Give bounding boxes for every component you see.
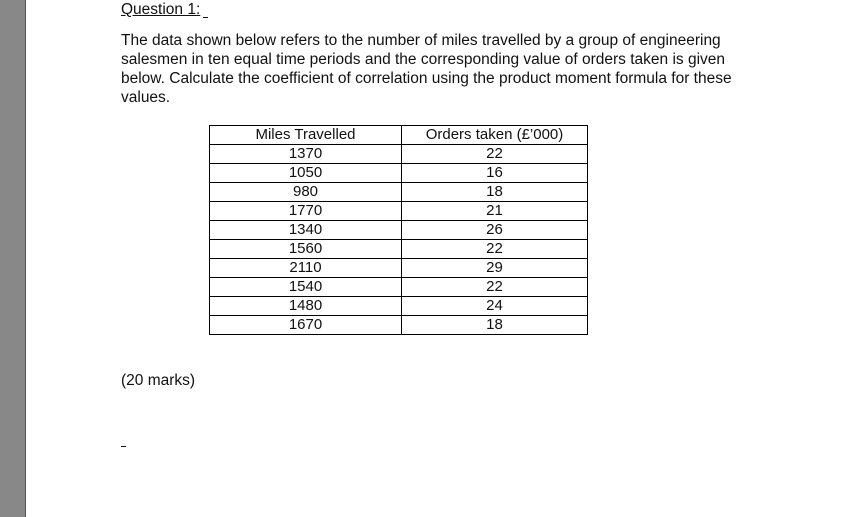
miles-cell: 1670 bbox=[210, 316, 402, 335]
heading-underline-stub bbox=[203, 17, 208, 18]
table-row bbox=[210, 202, 588, 221]
table-row bbox=[210, 164, 588, 183]
table-row bbox=[210, 297, 588, 316]
question-heading: Question 1: bbox=[121, 1, 201, 18]
miles-cell: 1770 bbox=[210, 202, 402, 221]
orders-cell: 26 bbox=[402, 221, 588, 240]
miles-cell: 1560 bbox=[210, 240, 402, 259]
miles-cell: 1340 bbox=[210, 221, 402, 240]
question-text: The data shown below refers to the number of miles travelled by a group of engineering salesmen in ten equal time periods and the corresponding value of orders taken is given below. Calculate the coefficient of correlation using the product moment formula for these values. bbox=[121, 32, 732, 106]
cursor-stub bbox=[121, 446, 126, 447]
orders-cell: 18 bbox=[402, 183, 588, 202]
column-header-orders: Orders taken (£’000) bbox=[402, 126, 588, 145]
column-header-miles: Miles Travelled bbox=[210, 126, 402, 145]
miles-cell: 1050 bbox=[210, 164, 402, 183]
miles-cell: 2110 bbox=[210, 259, 402, 278]
orders-cell: 29 bbox=[402, 259, 588, 278]
table-row bbox=[210, 240, 588, 259]
orders-cell: 18 bbox=[402, 316, 588, 335]
orders-cell: 22 bbox=[402, 145, 588, 164]
orders-cell: 22 bbox=[402, 240, 588, 259]
miles-cell: 1370 bbox=[210, 145, 402, 164]
table-row bbox=[210, 316, 588, 335]
table-row bbox=[210, 278, 588, 297]
marks-label: (20 marks) bbox=[121, 372, 196, 389]
orders-cell: 21 bbox=[402, 202, 588, 221]
orders-cell: 24 bbox=[402, 297, 588, 316]
miles-cell: 1480 bbox=[210, 297, 402, 316]
orders-cell: 16 bbox=[402, 164, 588, 183]
table-row bbox=[210, 221, 588, 240]
orders-cell: 22 bbox=[402, 278, 588, 297]
page-gutter bbox=[0, 0, 26, 517]
table-header-row bbox=[210, 126, 588, 145]
table-row bbox=[210, 183, 588, 202]
miles-cell: 980 bbox=[210, 183, 402, 202]
miles-cell: 1540 bbox=[210, 278, 402, 297]
table-row bbox=[210, 145, 588, 164]
data-table bbox=[209, 125, 588, 335]
table-row bbox=[210, 259, 588, 278]
